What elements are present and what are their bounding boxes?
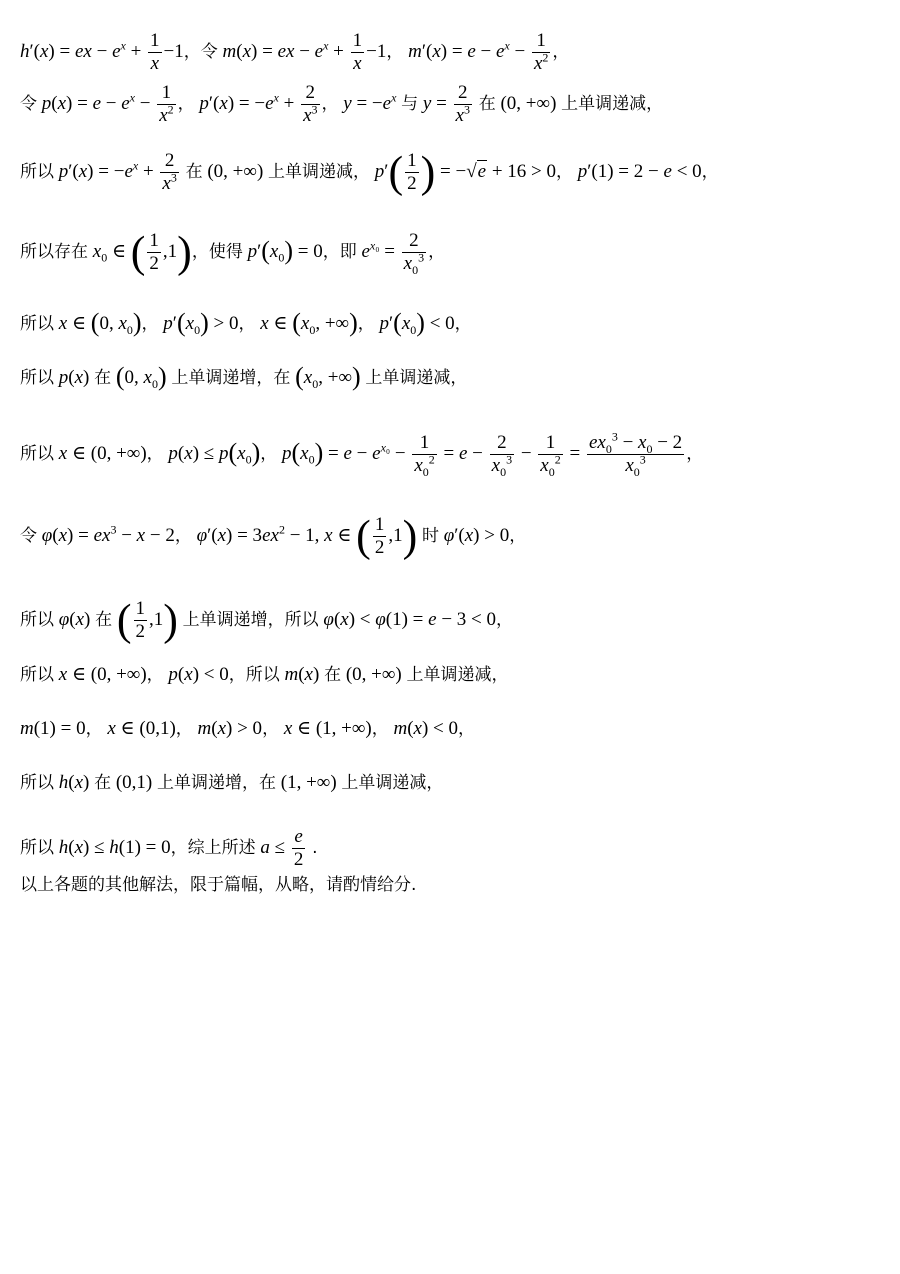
text-segment: 所以 bbox=[20, 443, 54, 464]
text-segment: 所以存在 bbox=[20, 241, 88, 262]
text-segment: ， bbox=[174, 525, 192, 546]
text-segment: ，所以 bbox=[228, 665, 280, 685]
equation-line-1: h′(x) = ex − $e^x$ + $\frac{1}{x}$ −1，令 m(x) = ex − $e^x$ + $\frac{1}{x}$ −1， $m'(x) = e - e^x$ − $\frac{1}{x^2}$ ， bbox=[20, 30, 570, 74]
text-segment: ， bbox=[238, 314, 256, 334]
text-segment: ， bbox=[146, 665, 164, 685]
text-segment: ， bbox=[509, 525, 527, 546]
text-segment: 在 bbox=[324, 665, 342, 685]
text-segment: ，使得 bbox=[191, 241, 243, 262]
equation-line-6: 所以 p(x) 在 (0, $x_0$) 上单调递增，在 ($x_0$, +∞) 上单调递减， bbox=[20, 362, 468, 391]
equation-line-12: 所以 h(x) 在 (0,1) 上单调递增，在 (1, +∞) 上单调递减， bbox=[20, 772, 444, 793]
text-segment: 上单调递增，在 bbox=[171, 368, 291, 388]
text-segment: ， bbox=[260, 443, 278, 464]
text-segment: ， bbox=[357, 314, 375, 334]
equation-line-7: 所以 x ∈ (0, +∞)， $p(x) \le p(x_0)$， $p(x_0) = e - e^{x_0}$ − $\frac{1}{x_0^2}$ = e − $\frac{2}{x_0^3}$ − $\frac{1}{x_0^2}$ = $\frac{ex_0^3 - x_0 - 2}{x_0^3}$ ， bbox=[20, 429, 704, 479]
equation-line-9: 所以 φ(x) 在 ( $\frac{1}{2}$ ,1) 上单调递增，所以 φ(x) < φ(1) = e − 3 < 0， bbox=[20, 595, 514, 645]
text-segment: ， bbox=[141, 314, 159, 334]
text-segment: 在 bbox=[185, 161, 203, 182]
text-segment: 上单调递减， bbox=[406, 665, 509, 685]
text-segment: 令 bbox=[20, 93, 37, 114]
equation-line-11: m(1) = 0， x ∈ (0,1)， m(x) > 0， x ∈ (1, +∞)， m(x) < 0， bbox=[20, 718, 476, 739]
text-segment: 所以 bbox=[20, 773, 54, 793]
text-segment: 上单调递减， bbox=[365, 368, 468, 388]
text-segment: 在 bbox=[478, 93, 496, 114]
text-segment: ， bbox=[321, 93, 339, 114]
equation-line-4: 所以存在 $x_0$ ∈ ( $\frac{1}{2}$ ,1)，使得 $p'(x_0) = 0$，即 $e^{x_0}$ = $\frac{2}{x_0^3}$ ， bbox=[20, 227, 446, 277]
text-segment: 令 bbox=[20, 525, 37, 546]
equation-line-3: 所以 $p'(x) = -e^x$ + $\frac{2}{x^3}$ 在 (0, +∞) 上单调递减， p′( $\frac{1}{2}$ ) = −√e + 16 > 0， p′(1) = 2 − e < 0， bbox=[20, 147, 719, 197]
text-segment: ， bbox=[428, 241, 446, 262]
text-segment: 上单调递减， bbox=[561, 93, 664, 114]
text-segment: ， bbox=[262, 719, 280, 739]
text-segment: ， bbox=[146, 443, 164, 464]
text-segment: 上单调递减， bbox=[268, 161, 371, 182]
text-segment: ， bbox=[496, 609, 514, 630]
text-segment: ，综上所述 bbox=[170, 837, 256, 858]
text-segment: 所以 bbox=[20, 665, 54, 685]
text-segment: 在 bbox=[95, 609, 113, 630]
text-segment: ， bbox=[175, 719, 193, 739]
text-segment: 时 bbox=[421, 525, 439, 546]
text-segment: . bbox=[312, 837, 318, 858]
text-segment: 所以 bbox=[20, 161, 54, 182]
text-segment: 所以 bbox=[20, 837, 54, 858]
text-segment: ， bbox=[371, 719, 389, 739]
equation-line-2: 令 $p(x) = e - e^x$ − $\frac{1}{x^2}$ ， $p'(x) = -e^x$ + $\frac{2}{x^3}$ ， $y = -e^x$ 与 y = $\frac{2}{x^3}$ 在 (0, +∞) 上单调递减， bbox=[20, 82, 664, 126]
text-segment: 上单调递增，在 bbox=[157, 773, 276, 793]
equation-line-8: 令 $\varphi(x) = ex^3 - x - 2$， $\varphi'(x) = 3ex^2 - 1$, x ∈ ( $\frac{1}{2}$ ,1) 时 φ′(x) > 0， bbox=[20, 511, 527, 561]
text-segment: ， bbox=[85, 719, 103, 739]
text-segment: ，令 bbox=[183, 41, 218, 62]
text-segment: ， bbox=[386, 41, 404, 62]
text-segment: 所以 bbox=[20, 609, 54, 630]
text-segment: ， bbox=[458, 719, 476, 739]
text-segment: ， bbox=[552, 41, 570, 62]
equation-line-10: 所以 x ∈ (0, +∞)， p(x) < 0，所以 m(x) 在 (0, +∞) 上单调递减， bbox=[20, 664, 509, 685]
equation-line-5: 所以 x ∈ (0, $x_0$)， $p'(x_0) > 0$， x ∈ ($x_0$, +∞)， $p'(x_0) < 0$， bbox=[20, 308, 472, 337]
text-segment: ， bbox=[177, 93, 195, 114]
text-segment: 所以 bbox=[20, 368, 54, 388]
text-segment: 所以 bbox=[20, 314, 54, 334]
text-segment: 上单调递减， bbox=[341, 773, 444, 793]
text-segment: 在 bbox=[94, 773, 112, 793]
text-segment: ， bbox=[556, 161, 573, 182]
equation-line-13: 所以 h(x) ≤ h(1) = 0，综上所述 a ≤ $\frac{e}{2}$ . bbox=[20, 826, 318, 870]
text-segment: 上单调递增，所以 bbox=[182, 609, 319, 630]
text-segment: 与 bbox=[401, 93, 419, 114]
text-segment: ， bbox=[686, 443, 704, 464]
text-segment: ，即 bbox=[322, 241, 357, 262]
text-segment: 在 bbox=[94, 368, 112, 388]
text-segment: ， bbox=[701, 161, 719, 182]
closing-note: 以上各题的其他解法，限于篇幅，从略，请酌情给分. bbox=[20, 875, 417, 895]
